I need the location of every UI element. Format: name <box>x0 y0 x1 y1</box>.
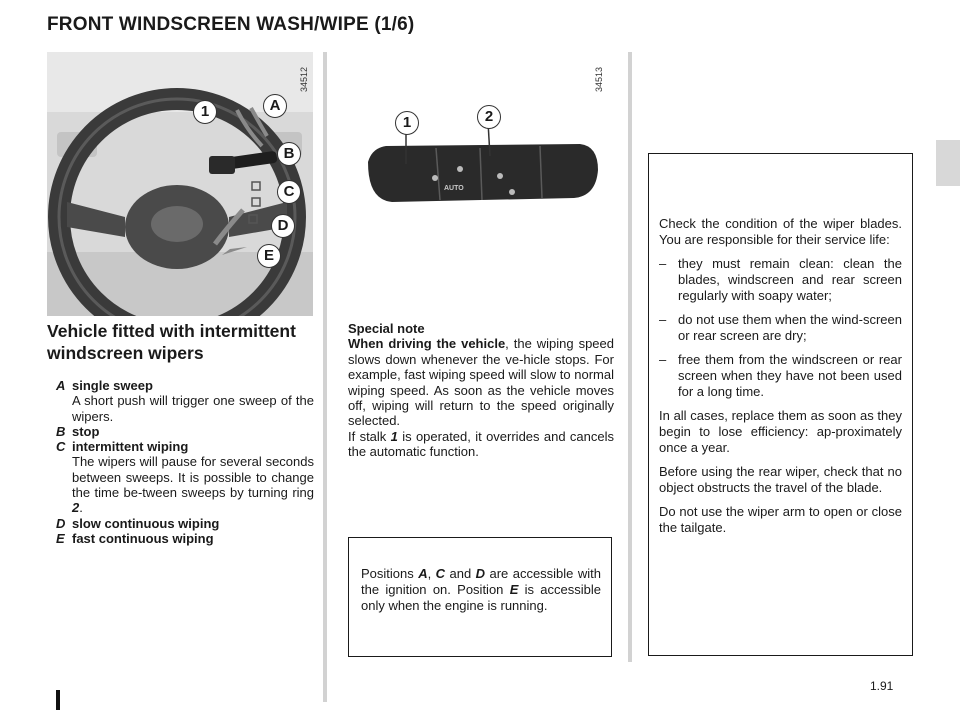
position-list <box>56 378 314 546</box>
callout-2: 2 <box>477 105 501 129</box>
callout-A: A <box>263 94 287 118</box>
wiper-care-paragraph: In all cases, replace them as soon as they begin to lose efficiency: ap-proximately once a year. <box>659 408 902 455</box>
figure-number-left: 34512 <box>299 66 309 92</box>
page-title: FRONT WINDSCREEN WASH/WIPE (1/6) <box>47 14 415 35</box>
stalk-drawing <box>340 52 622 262</box>
column-separator-2 <box>628 52 632 662</box>
callout-C: C <box>277 180 301 204</box>
position-item-D: D slow continuous wiping <box>56 515 220 531</box>
wiper-care-paragraph: Before using the rear wiper, check that no object obstructs the travel of the blade. <box>659 464 902 495</box>
special-note-title: Special note <box>348 321 425 336</box>
stalk-illustration <box>340 52 622 262</box>
wiper-care-item: – they must remain clean: clean the blades, windscreen and rear screen regularly with soapy water; <box>659 256 902 303</box>
wiper-care-paragraph: Do not use the wiper arm to open or close the tailgate. <box>659 504 902 535</box>
callout-D: D <box>271 214 295 238</box>
steering-wheel-drawing <box>47 52 313 316</box>
stalk-auto-label: AUTO <box>444 185 464 192</box>
positions-info-box <box>348 537 612 657</box>
special-note <box>348 321 614 460</box>
callout-1-right: 1 <box>395 111 419 135</box>
corner-mark <box>56 690 60 710</box>
position-item-C: C intermittent wiping The wipers will pause for several seconds between sweeps. It is possible to change the time be-tween sweeps by turning ring 2. <box>56 439 314 516</box>
wiper-care-intro: Check the condition of the wiper blades. You are responsible for their service life: <box>659 216 902 247</box>
figure-number-right: 34513 <box>594 66 604 92</box>
special-note-stalk: If stalk 1 is operated, it overrides and cancels the automatic function. <box>348 428 614 460</box>
section-tab <box>936 140 960 186</box>
section-heading: Vehicle fitted with intermittent windscreen wipers <box>47 321 296 363</box>
special-note-body: When driving the vehicle, the wiping speed slows down whenever the ve-hicle stops. For example, fast wiping speed will slow to normal wiping speed. As soon as the vehicle moves off, wiping will return to the speed originally selected. <box>348 336 614 429</box>
positions-info-text: Positions A, C and D are accessible with the ignition on. Position E is accessible only when the engine is running. <box>361 566 601 613</box>
position-item-E: E fast continuous wiping <box>56 530 214 546</box>
column-separator-1 <box>323 52 327 702</box>
callout-B: B <box>277 142 301 166</box>
page-number: 1.91 <box>870 679 894 693</box>
wiper-care-item: – do not use them when the wind-screen or rear screen are dry; <box>659 312 902 343</box>
position-item-A: A single sweep A short push will trigger one sweep of the wipers. <box>56 378 314 424</box>
steering-wheel-illustration <box>47 52 313 316</box>
wiper-care-box <box>648 153 913 656</box>
wiper-care-item: – free them from the windscreen or rear screen when they have not been used for a long time. <box>659 352 902 399</box>
callout-E: E <box>257 244 281 268</box>
callout-1-left: 1 <box>193 100 217 124</box>
position-item-B: B stop <box>56 423 100 439</box>
